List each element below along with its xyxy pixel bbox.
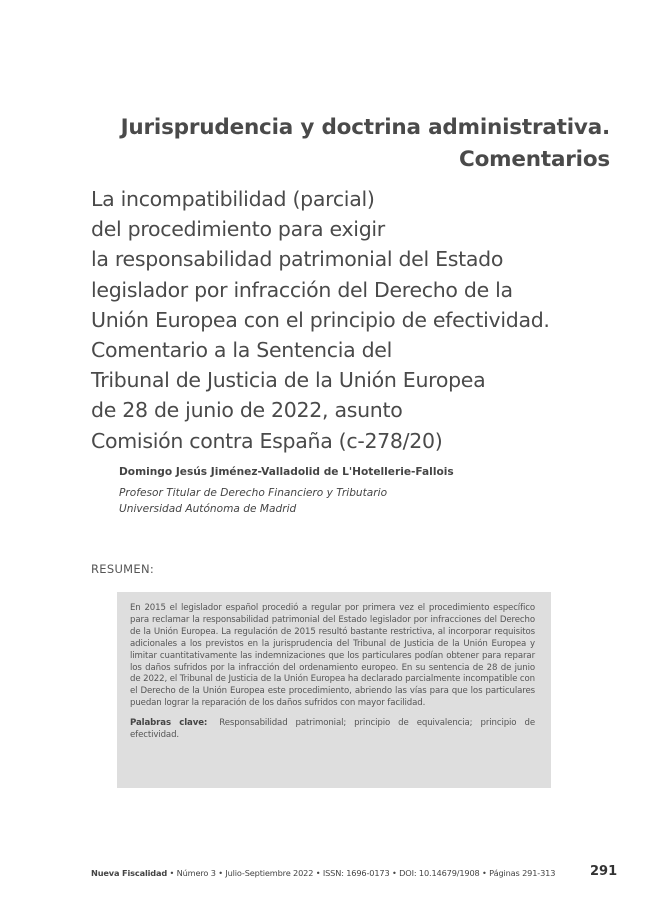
article-title-line: Tribunal de Justicia de la Unión Europea <box>91 368 486 393</box>
abstract-text: En 2015 el legislador español procedió a regular por primera vez el procedimiento específico para reclamar la responsabilidad patrimonial del Estado legislador por infracciones del Derecho de la Unión Europea. La regulación de 2015 resultó bastante restrictiva, al incorporar requisitos adicionales a los previstos en la jurisprudencia del Tribunal de Justicia de la Unión Europea y limitar cuantitativamente las indemnizaciones que los particulares podían obtener para reparar los daños sufridos por la infracción del ordenamiento europeo. En su sentencia de 28 de junio de 2022, el Tribunal de Justicia de la Unión Europea ha declarado parcialmente incompatible con el Derecho de la Unión Europea este procedimiento, abriendo las vías para que los particulares puedan lograr la reparación de los daños sufridos con mayor facilidad. <box>130 603 535 709</box>
abstract-box <box>117 592 551 788</box>
article-title-line: Comisión contra España (c-278/20) <box>91 428 443 453</box>
article-title <box>91 184 621 456</box>
page-number: 291 <box>590 864 618 879</box>
author-name: Domingo Jesús Jiménez-Valladolid de L'Hotellerie-Fallois <box>119 466 454 478</box>
article-title-line: La incompatibilidad (parcial) <box>91 187 375 211</box>
article-title-line: de 28 de junio de 2022, asunto <box>91 398 403 423</box>
article-title-line: legislador por infracción del Derecho de la <box>91 277 513 302</box>
keywords-text: Responsabilidad patrimonial; principio de equivalencia; principio de efectividad. <box>130 718 535 741</box>
keywords <box>130 718 535 742</box>
footer-details: • Número 3 • Julio-Septiembre 2022 • ISSN: 1696-0173 • DOI: 10.14679/1908 • Páginas 291-313 <box>167 868 556 878</box>
footer <box>91 868 613 878</box>
keywords-label: Palabras clave: <box>130 718 208 729</box>
article-title-line: del procedimiento para exigir <box>91 217 385 242</box>
footer-journal-name: Nueva Fiscalidad <box>91 868 168 878</box>
article-title-line: la responsabilidad patrimonial del Estado <box>91 247 504 272</box>
article-title-line: Unión Europea con el principio de efectividad. <box>91 307 550 332</box>
section-heading-line-1: Jurisprudencia y doctrina administrativa. <box>120 115 610 140</box>
section-heading-line-2: Comentarios <box>459 147 610 172</box>
section-heading <box>50 112 610 176</box>
author-position: Profesor Titular de Derecho Financiero y Tributario <box>119 487 388 499</box>
author-university: Universidad Autónoma de Madrid <box>119 503 297 515</box>
article-title-line: Comentario a la Sentencia del <box>91 338 392 363</box>
abstract-heading: RESUMEN: <box>91 562 155 576</box>
